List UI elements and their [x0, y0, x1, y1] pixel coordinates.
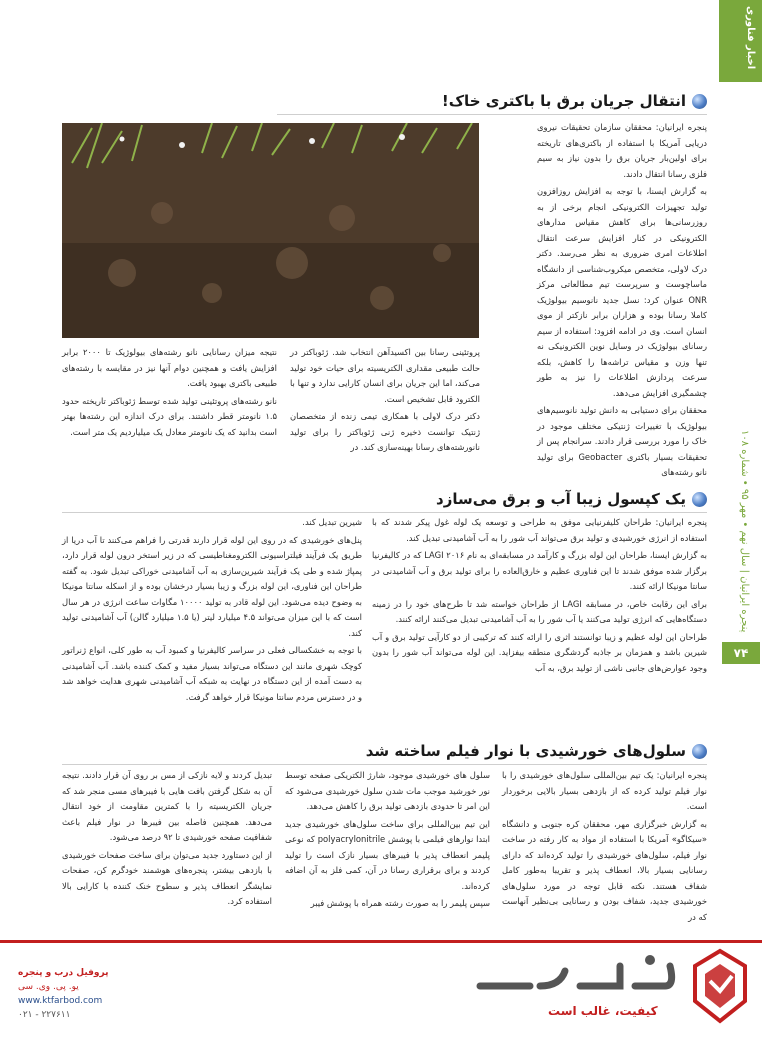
- paragraph: دکتر درک لاولی با همکاری تیمی زنده از متخصصان ژنتیک توانست ذخیره ژنی ژئوباکتر را برای تولید نانورشته‌های رسانا بهینه‌سازی کند. در: [290, 411, 480, 452]
- ad-title: پروفیل درب و پنجره: [18, 968, 109, 978]
- article2-rule: [62, 512, 707, 513]
- footer-band: [0, 940, 762, 943]
- brand-emblem-icon: [690, 946, 750, 1026]
- paragraph: شیرین تبدیل کند.: [302, 517, 362, 527]
- article2-col-right: [372, 515, 707, 678]
- globe-icon: [692, 492, 707, 507]
- section-tab: [719, 0, 762, 82]
- article3-col-right: [502, 768, 707, 927]
- paragraph: برای این رقابت خاص، در مسابقه LAGI از طراحان خواسته شد تا طرح‌های خود را در زمینه دستگاه‌هایی که انرژی تولید می‌کنند یا آب شور را به آب آشامیدنی تبدیل می‌کنند ارائه کنند.: [372, 598, 707, 624]
- paragraph: پنجره ایرانیان: طراحان کلیفرنیایی موفق به طراحی و توسعه یک لوله غول پیکر شدند که با استفاده از انرژی خورشیدی و تولید برق می‌تواند آب شور را به آب آشامیدنی تبدیل کند.: [372, 517, 707, 543]
- paragraph: سپس پلیمر را به صورت رشته همراه با پوشش فیبر: [310, 898, 490, 908]
- page-number: ۷۴: [722, 642, 760, 664]
- paragraph: نانو رشته‌های پروتئینی تولید شده توسط ژئوباکتر تاریخته حدود ۱.۵ نانومتر قطر داشتند. برای درک اندازه این رشته‌ها بهتر است بدانید که یک نانومتر معادل یک میلیاردیم یک متر است.: [62, 395, 277, 437]
- article3-col-mid: [285, 768, 490, 914]
- soil-image: [62, 123, 479, 338]
- paragraph: به گزارش خبرگزاری مهر، محققان کره جنوبی و دانشگاه «سیکاگو» آمریکا با استفاده از مواد به کار رفته در ساخت نوار فیلم، سلول‌های خورشیدی را تولید کرده‌اند که دارای رسانایی بسیار بالا، انعطاف پذیر و تقریبا به‌طور کامل شفاف هستند. نکته قابل توجه در مورد سلول‌های خورشیدی جدید، شفاف بودن و رسانایی بی‌نظیر آنهاست که در: [502, 818, 707, 922]
- globe-icon: [692, 94, 707, 109]
- paragraph: تبدیل کردند و لایه نازکی از مس بر روی آن قرار دادند. نتیجه آن به شکل گرفتن بافت هایی با فیبرهای مسی منجر شد که جریان الکتریسیته را با کمترین مقاومت از خود انتقال می‌دهد. همچنین فاصله بین فیبرها در نوار فیلم باعث شفافیت صفحه خورشیدی تا ۹۲ درصد می‌شود.: [62, 770, 272, 842]
- paragraph: طراحان این لوله عظیم و زیبا توانستند اثری را ارائه کنند که ترکیبی از دو کارآیی تولید برق و آب شیرین باشد و همزمان بر جاذبه گردشگری منطقه بیفزاید. این لوله می‌تواند آب شور را بدون وجود عوارض‌های جانبی ناشی از تولید برق، به آب: [372, 631, 707, 673]
- article1-col-right: [537, 120, 707, 483]
- article2-col-left: [62, 515, 362, 707]
- paragraph: پنل‌های خورشیدی که در روی این لوله قرار دارند قدرتی را فراهم می‌کنند تا آب دریا از طریق یک فرآیند فیلتراسیونی الکترومغناطیسی که در زیر استخر درون لوله قرار دارد، پمپاژ شده و طی یک فرآیند شیرین‌سازی به آب آشامیدنی خوراکی تبدیل شود. به گفته طراحان این فناوری، این لوله بزرگ و زیبا بسیار درخشان بوده و از اسکله سانتا مونیکا به وضوح دیده می‌شود. این لوله قادر به تولید ۱۰۰۰۰ مگاوات ساعت انرژی در هر سال است که با این میزان می‌تواند ۴.۵ میلیارد لیتر (یا ۱.۵ میلیارد گالن) آب آشامیدنی تولید کند.: [62, 534, 363, 638]
- brand-tagline: کیفیت، غالب است: [548, 1004, 658, 1018]
- article1-rule: [277, 114, 707, 115]
- paragraph: محققان برای دستیابی به دانش تولید نانوسیم‌های بیولوژیک با تغییرات ژنتیکی مختلف موجود در خاک را مورد بررسی قرار دادند. سرانجام پس از تحقیقات بسیار باکتری Geobacter برای تولید نانو رشته‌های: [537, 405, 707, 477]
- article3-title: سلول‌های خورشیدی با نوار فیلم ساخته شد: [365, 742, 686, 760]
- paragraph: پروتئینی رسانا بین اکسیدآهن انتخاب شد. ژئوباکتر در حالت طبیعی مقداری الکتریسیته برای حیات خود تولید می‌کند، اما این جریان برای انسان کارایی ندارد و تنها با الکترود قابل تشخیص است.: [290, 347, 480, 404]
- article3-col-left: [62, 768, 272, 912]
- ad-phone: ۰۲۱ - ۲۲۷۶۱۱: [18, 1010, 71, 1020]
- article1-col-mid: [290, 345, 480, 458]
- section-tab-label: اخبار فناوری: [745, 6, 756, 70]
- paragraph: پنجره ایرانیان: محققان سازمان تحقیقات نیروی دریایی آمریکا با استفاده از باکتری‌های تاریخته برای اولین‌بار جریان برق را بدون نیاز به سیم فلزی رسانا انتقال دادند.: [537, 122, 707, 179]
- paragraph: به گزارش ایسنا، طراحان این لوله بزرگ و کارآمد در مسابقه‌ای به نام LAGI ۲۰۱۶ که در کالیفرنیا برگزار شده موفق شدند تا این فناوری عظیم و خارق‌العاده را برای تولید برق و آب آشامیدنی در سانتا مونیکا ارائه کنند.: [372, 550, 707, 591]
- article1-headline: [442, 92, 707, 110]
- article1-col-left: [62, 345, 277, 442]
- article3-headline: [366, 742, 707, 760]
- article2-headline: [436, 490, 707, 508]
- article3-rule: [62, 764, 707, 765]
- paragraph: به گزارش ایسنا، با توجه به افزایش روزافزون تولید تجهیزات الکترونیکی انجام برخی از به روزرسانی‌ها برای کاهش مقیاس مدارهای الکترونیکی در کنار افزایش سرعت انتقال اطلاعات امری ضروری به نظر می‌رسد. دکتر درک لاولی، متخصص میکروب‌شناسی از دانشگاه ماساچوست و سرپرست تیم مطالعاتی مرکز ONR عنوان کرد: نسل جدید نانوسیم بیولوژیک کاملا رسانا بوده و هزاران برابر نازکتر از موی انسان است. وی در ادامه افزود: استفاده از سیم رسانای بیولوژیک در وسایل نوین الکترونیکی نه تنها وزن و مقیاس تراشه‌ها را کاهش، بلکه سرعت پردازش اطلاعات را نیز به طور چشمگیری افزایش می‌دهد.: [537, 186, 707, 398]
- article1-title: انتقال جریان برق با باکتری خاک!: [441, 92, 686, 110]
- paragraph: با توجه به خشکسالی فعلی در سراسر کالیفرنیا و کمبود آب به طور کلی، انواع ژنراتور کوچک شهری مانند این دستگاه می‌تواند بسیار مفید و کمک کننده باشد. آب آشامیدنی به دست آمده از این دستگاه در نهایت به شبکه آب آشامیدنی شهری هدایت خواهد شد و در دسترس مردم سانتا مونیکا قرار خواهد گرفت.: [62, 645, 362, 702]
- paragraph: این تیم بین‌المللی برای ساخت سلول‌های خورشیدی جدید ابتدا نوارهای فیلمی با پوشش polyacrylonitrile که نوعی پلیمر انعطاف پذیر با فیبرهای بسیار نازک است را تولید کردند و برای برقراری رسانا در آن، کمی فلز به آن اضافه کرده‌اند.: [285, 818, 491, 891]
- paragraph: سلول های خورشیدی موجود، شارژ الکتریکی صفحه توسط نور خورشید موجب مات شدن سلول خورشیدی می‌شود که این امر تا حدودی بازدهی تولید برق را کاهش می‌دهد.: [285, 770, 490, 811]
- brand-logo: [470, 946, 680, 1006]
- article2-title: یک کپسول زیبا آب و برق می‌سازد: [436, 490, 686, 508]
- ad-contact-block: [18, 966, 138, 1022]
- ad-subtitle: یو. پی. وی. سی: [18, 982, 79, 992]
- soil-photo: [62, 123, 479, 338]
- magazine-issue-line: پنجره ایرانیان | سال نهم • مهر ۹۵ • شماره ۱۰۸: [739, 430, 750, 633]
- paragraph: پنجره ایرانیان: یک تیم بین‌المللی سلول‌های خورشیدی را با نوار فیلم تولید کرده که از بازدهی بسیار بالایی برخوردار است.: [502, 770, 707, 811]
- ad-website[interactable]: www.ktfarbod.com: [18, 996, 103, 1006]
- globe-icon: [692, 744, 707, 759]
- paragraph: از این دستاورد جدید می‌توان برای ساخت صفحات خورشیدی با بازدهی بیشتر، پنجره‌های هوشمند خودگرم کن، صفحات نمایشگر انعطاف پذیر و سطوح خنک کننده با کارایی بالا استفاده کرد.: [62, 849, 272, 906]
- paragraph: نتیجه میزان رسانایی نانو رشته‌های بیولوژیک تا ۲۰۰۰ برابر افزایش یافت و همچنین دوام آنها نیز در مقایسه با رشته‌های طبیعی باکتری بهبود یافت.: [62, 347, 277, 388]
- sidebar: [719, 0, 762, 940]
